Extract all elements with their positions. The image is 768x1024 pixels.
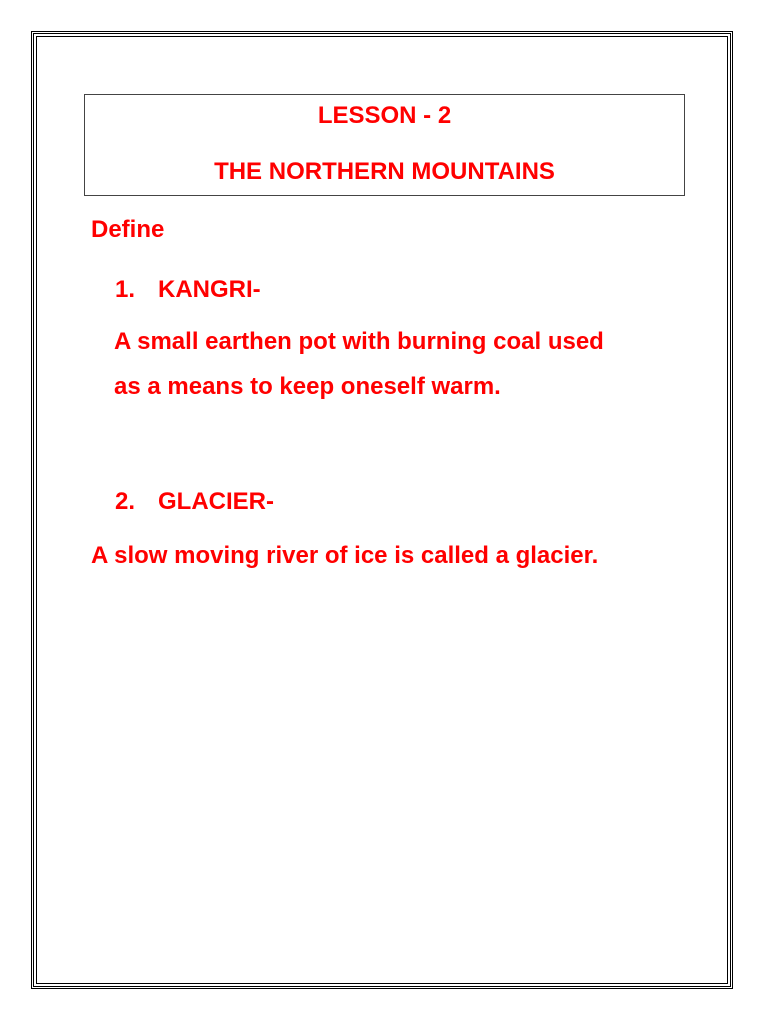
definition-term: KANGRI-: [158, 276, 261, 303]
lesson-title: THE NORTHERN MOUNTAINS: [214, 158, 555, 185]
definition-text-line: as a means to keep oneself warm.: [114, 373, 501, 400]
definition-text-line: A slow moving river of ice is called a glacier.: [91, 542, 599, 569]
definition-text-line: A small earthen pot with burning coal used: [114, 328, 604, 355]
definition-number: 1.: [115, 276, 136, 303]
definition-number: 2.: [115, 488, 136, 515]
section-heading: Define: [91, 216, 165, 243]
lesson-number: LESSON - 2: [317, 102, 452, 129]
definition-term: GLACIER-: [158, 488, 274, 515]
